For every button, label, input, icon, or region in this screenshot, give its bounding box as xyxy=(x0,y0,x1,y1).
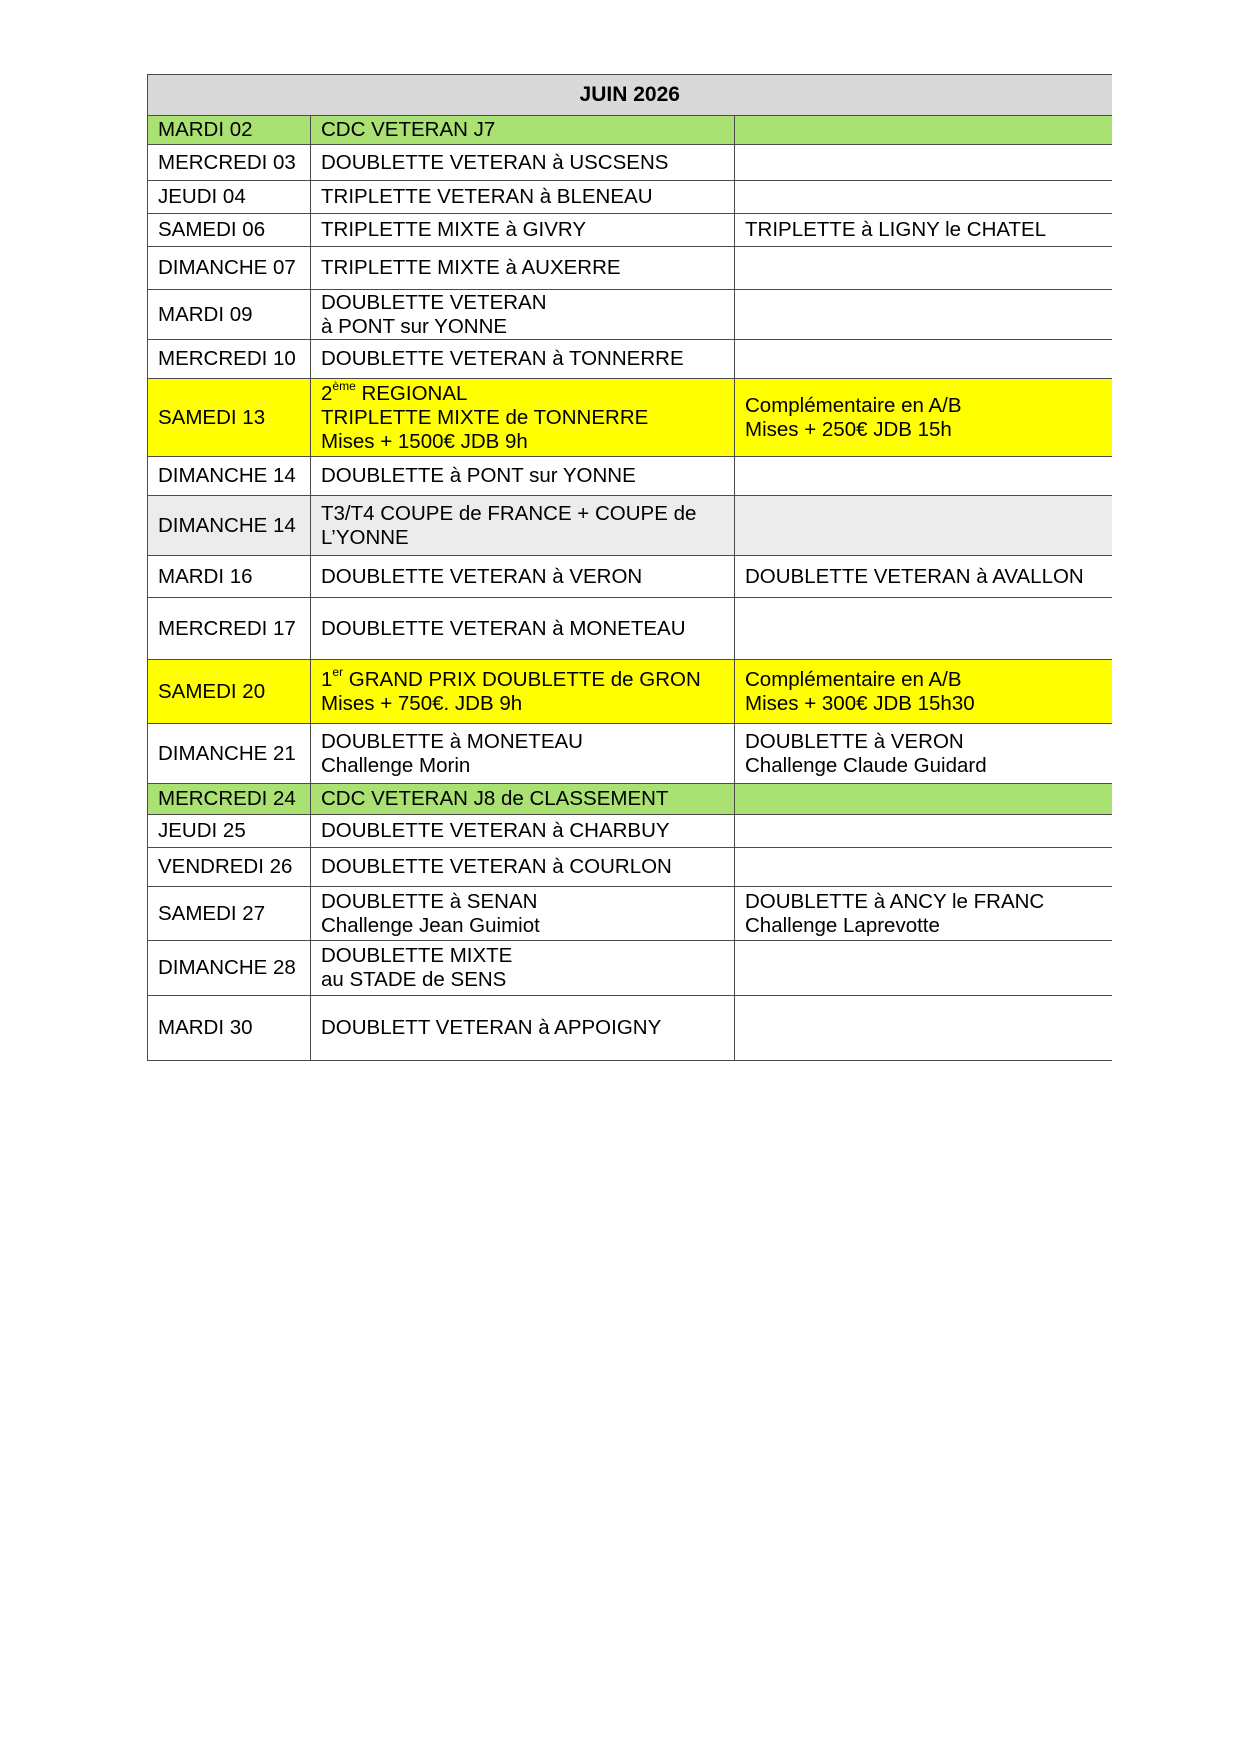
day-cell: SAMEDI 13 xyxy=(148,379,311,457)
event-line: L’YONNE xyxy=(321,525,409,549)
day-cell: MERCREDI 24 xyxy=(148,784,311,815)
secondary-event-line: Mises + 300€ JDB 15h30 xyxy=(745,691,975,715)
day-cell: MARDI 02 xyxy=(148,116,311,145)
event-line: CDC VETERAN J7 xyxy=(321,118,496,141)
schedule-row xyxy=(148,724,1112,784)
event-line: Mises + 1500€ JDB 9h xyxy=(321,429,528,453)
secondary-event-cell xyxy=(735,815,1112,848)
day-cell: SAMEDI 27 xyxy=(148,887,311,941)
secondary-event-line: Challenge Laprevotte xyxy=(745,913,940,937)
day-cell: JEUDI 04 xyxy=(148,181,311,214)
schedule-row xyxy=(148,556,1112,598)
secondary-event-cell xyxy=(735,145,1112,181)
secondary-event-cell xyxy=(735,290,1112,340)
schedule-row xyxy=(148,815,1112,848)
event-line: 1er GRAND PRIX DOUBLETTE de GRON xyxy=(321,664,701,691)
event-line: DOUBLETTE à PONT sur YONNE xyxy=(321,464,636,487)
event-cell xyxy=(311,848,735,887)
schedule-row xyxy=(148,214,1112,247)
event-cell xyxy=(311,496,735,556)
event-line: DOUBLETTE VETERAN à MONETEAU xyxy=(321,616,686,640)
event-cell xyxy=(311,340,735,379)
event-cell xyxy=(311,145,735,181)
secondary-event-cell xyxy=(735,116,1112,145)
day-cell: MERCREDI 03 xyxy=(148,145,311,181)
schedule-row xyxy=(148,784,1112,815)
event-cell xyxy=(311,598,735,660)
event-cell xyxy=(311,660,735,724)
event-line: T3/T4 COUPE de FRANCE + COUPE de xyxy=(321,501,697,525)
secondary-event-cell xyxy=(735,247,1112,290)
day-cell: MERCREDI 17 xyxy=(148,598,311,660)
day-cell: SAMEDI 20 xyxy=(148,660,311,724)
schedule-table xyxy=(147,74,1112,1061)
event-cell xyxy=(311,887,735,941)
secondary-event-line: Complémentaire en A/B xyxy=(745,667,962,691)
schedule-row xyxy=(148,496,1112,556)
day-cell: MARDI 30 xyxy=(148,996,311,1061)
event-cell xyxy=(311,815,735,848)
secondary-event-cell xyxy=(735,660,1112,724)
day-cell: DIMANCHE 07 xyxy=(148,247,311,290)
day-cell: MARDI 09 xyxy=(148,290,311,340)
schedule-row xyxy=(148,887,1112,941)
secondary-event-cell xyxy=(735,848,1112,887)
secondary-event-line: Complémentaire en A/B xyxy=(745,393,962,417)
event-cell xyxy=(311,556,735,598)
event-cell xyxy=(311,247,735,290)
event-line: DOUBLETT VETERAN à APPOIGNY xyxy=(321,1016,662,1039)
schedule-row xyxy=(148,181,1112,214)
secondary-event-cell xyxy=(735,457,1112,496)
event-line: DOUBLETTE MIXTE xyxy=(321,944,513,967)
secondary-event-line: DOUBLETTE à ANCY le FRANC xyxy=(745,889,1045,913)
secondary-event-cell xyxy=(735,379,1112,457)
day-cell: MERCREDI 10 xyxy=(148,340,311,379)
day-cell: VENDREDI 26 xyxy=(148,848,311,887)
event-line: DOUBLETTE à MONETEAU xyxy=(321,729,583,753)
event-line: DOUBLETTE VETERAN à USCSENS xyxy=(321,150,669,174)
event-cell xyxy=(311,784,735,815)
secondary-event-cell xyxy=(735,887,1112,941)
event-cell xyxy=(311,290,735,340)
secondary-event-cell xyxy=(735,724,1112,784)
schedule-row xyxy=(148,116,1112,145)
schedule-row xyxy=(148,598,1112,660)
event-cell xyxy=(311,116,735,145)
day-cell: MARDI 16 xyxy=(148,556,311,598)
event-line: 2ème REGIONAL xyxy=(321,378,468,405)
event-line: DOUBLETTE VETERAN à TONNERRE xyxy=(321,347,684,370)
event-line: à PONT sur YONNE xyxy=(321,314,508,338)
secondary-event-cell xyxy=(735,556,1112,598)
schedule-row xyxy=(148,457,1112,496)
schedule-row xyxy=(148,145,1112,181)
event-line: TRIPLETTE MIXTE à GIVRY xyxy=(321,218,587,241)
schedule-row xyxy=(148,379,1112,457)
event-cell xyxy=(311,996,735,1061)
event-line: Challenge Jean Guimiot xyxy=(321,913,540,937)
day-cell: SAMEDI 06 xyxy=(148,214,311,247)
event-line: TRIPLETTE MIXTE de TONNERRE xyxy=(321,405,649,429)
schedule-row xyxy=(148,247,1112,290)
secondary-event-cell xyxy=(735,784,1112,815)
event-cell xyxy=(311,457,735,496)
schedule-row xyxy=(148,290,1112,340)
secondary-event-line: Challenge Claude Guidard xyxy=(745,753,987,777)
day-cell: JEUDI 25 xyxy=(148,815,311,848)
secondary-event-cell xyxy=(735,941,1112,996)
secondary-event-cell xyxy=(735,598,1112,660)
event-line: TRIPLETTE MIXTE à AUXERRE xyxy=(321,256,621,279)
event-line: DOUBLETTE VETERAN à COURLON xyxy=(321,855,672,878)
schedule-row xyxy=(148,941,1112,996)
schedule-row xyxy=(148,996,1112,1061)
event-line: DOUBLETTE VETERAN à VERON xyxy=(321,564,643,588)
event-line: DOUBLETTE VETERAN à CHARBUY xyxy=(321,819,670,842)
event-cell xyxy=(311,724,735,784)
schedule-row xyxy=(148,660,1112,724)
event-line: Challenge Morin xyxy=(321,753,471,777)
schedule-row xyxy=(148,340,1112,379)
event-line: CDC VETERAN J8 de CLASSEMENT xyxy=(321,787,669,810)
event-line: DOUBLETTE VETERAN xyxy=(321,290,547,314)
secondary-event-line: TRIPLETTE à LIGNY le CHATEL xyxy=(745,218,1047,241)
event-cell xyxy=(311,181,735,214)
secondary-event-line: DOUBLETTE VETERAN à AVALLON xyxy=(745,564,1084,588)
day-cell: DIMANCHE 14 xyxy=(148,457,311,496)
secondary-event-cell xyxy=(735,214,1112,247)
event-line: DOUBLETTE à SENAN xyxy=(321,889,538,913)
secondary-event-line: DOUBLETTE à VERON xyxy=(745,729,964,753)
event-line: TRIPLETTE VETERAN à BLENEAU xyxy=(321,185,653,208)
day-cell: DIMANCHE 21 xyxy=(148,724,311,784)
day-cell: DIMANCHE 14 xyxy=(148,496,311,556)
secondary-event-line: Mises + 250€ JDB 15h xyxy=(745,417,952,441)
secondary-event-cell xyxy=(735,996,1112,1061)
event-cell xyxy=(311,379,735,457)
secondary-event-cell xyxy=(735,496,1112,556)
event-line: au STADE de SENS xyxy=(321,968,507,991)
secondary-event-cell xyxy=(735,181,1112,214)
event-line: Mises + 750€. JDB 9h xyxy=(321,691,523,715)
schedule-row xyxy=(148,848,1112,887)
event-cell xyxy=(311,214,735,247)
event-cell xyxy=(311,941,735,996)
day-cell: DIMANCHE 28 xyxy=(148,941,311,996)
secondary-event-cell xyxy=(735,340,1112,379)
month-title: JUIN 2026 xyxy=(148,75,1112,116)
